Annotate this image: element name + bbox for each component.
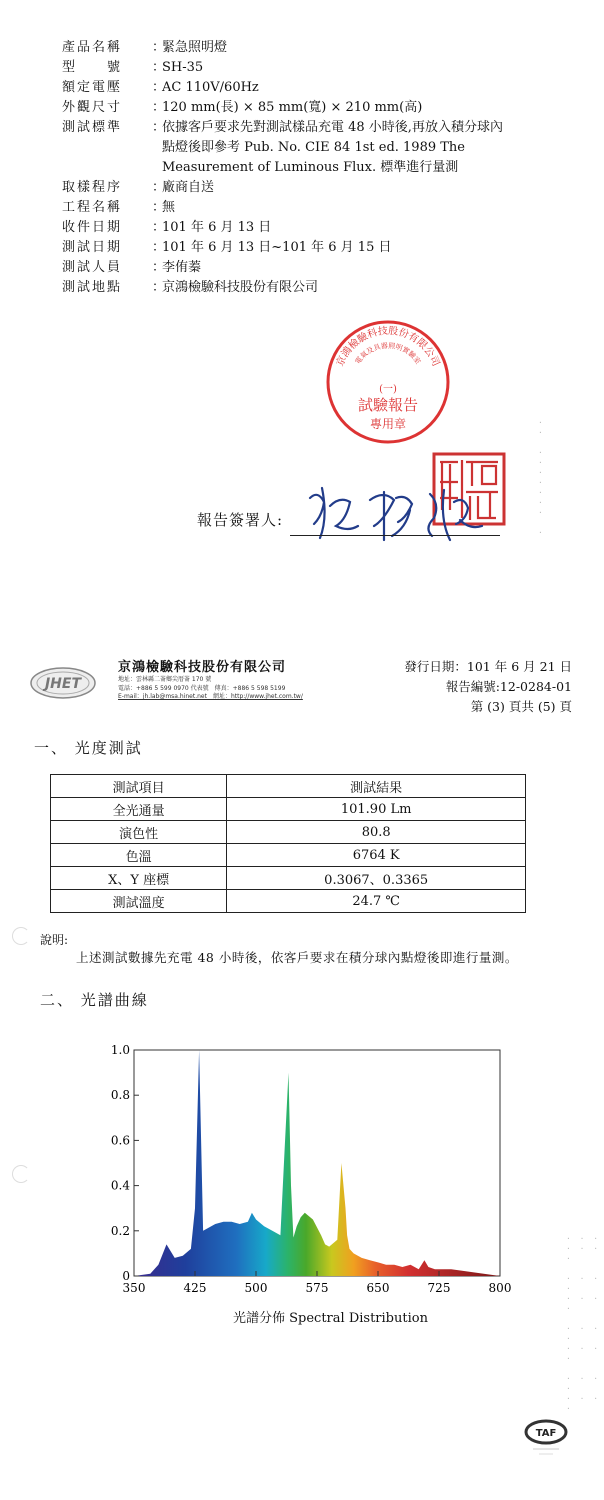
- table-header: 測試結果: [227, 775, 526, 798]
- info-colon: ：: [152, 260, 166, 275]
- results-table: [50, 774, 526, 913]
- issue-date: 發行日期：101 年 6 月 21 日: [404, 659, 572, 674]
- report-meta: [404, 657, 572, 717]
- signature: [300, 480, 490, 550]
- info-row: [62, 198, 582, 218]
- info-row: [62, 258, 582, 278]
- table-row: [51, 844, 526, 867]
- seal-line1: 試驗報告: [357, 396, 419, 414]
- table-cell: 全光通量: [51, 798, 227, 821]
- info-row: [62, 278, 582, 298]
- info-row: [62, 218, 582, 238]
- info-value: AC 110V/60Hz: [162, 80, 259, 95]
- y-tick-label: 0.8: [110, 1088, 130, 1103]
- info-colon: ：: [152, 60, 166, 75]
- info-colon: ：: [152, 40, 166, 55]
- info-row: [62, 78, 582, 98]
- table-header-row: [51, 775, 526, 798]
- info-label: 取樣程序: [62, 180, 123, 195]
- table-row: [51, 890, 526, 913]
- table-row: [51, 821, 526, 844]
- x-tick-label: 500: [244, 1281, 268, 1295]
- info-label: 測試地點: [62, 280, 123, 295]
- info-value: 101 年 6 月 13 日: [162, 220, 272, 235]
- info-label: 工程名稱: [62, 200, 123, 215]
- report-number: 報告編號:12-0284-01: [445, 679, 572, 694]
- scan-dots: · · · · · · · · · ·: [538, 418, 545, 537]
- info-label: 產品名稱: [62, 40, 123, 55]
- x-tick-label: 725: [427, 1281, 451, 1295]
- punch-hole-mark: [12, 1165, 30, 1183]
- table-cell: 24.7 ℃: [227, 890, 526, 913]
- phone-fax: 電話：+886 5 599 0970 代表號 傳真：+886 5 598 5199: [118, 684, 286, 692]
- chart-xlabel: 光譜分佈 Spectral Distribution: [233, 1311, 428, 1326]
- info-colon: ：: [152, 240, 166, 255]
- y-tick-label: 0.2: [110, 1223, 130, 1238]
- section-title-photometric: 一、 光度測試: [34, 739, 143, 757]
- signatory-label: 報告簽署人:: [197, 511, 284, 529]
- info-label: 外觀尺寸: [62, 100, 123, 115]
- table-cell: 101.90 Lm: [227, 798, 526, 821]
- note-text: 上述測試數據先充電 48 小時後，依客戶要求在積分球內點燈後即進行量測。: [76, 950, 518, 965]
- table-cell: X、Y 座標: [51, 867, 227, 890]
- official-seal: [324, 318, 452, 446]
- spectrum-chart: [100, 1038, 520, 1328]
- info-label: 測試人員: [62, 260, 123, 275]
- section-title-spectrum: 二、 光譜曲線: [40, 991, 149, 1009]
- y-tick-label: 1.0: [110, 1043, 130, 1057]
- page-number: 第 (3) 頁共 (5) 頁: [470, 699, 572, 714]
- logo-text: JHET: [44, 676, 82, 692]
- seal-line2: 專用章: [369, 417, 407, 431]
- table-row: [51, 798, 526, 821]
- info-value: 李侑蓁: [162, 260, 202, 275]
- info-colon: ：: [152, 280, 166, 295]
- info-value: 無: [162, 200, 176, 215]
- info-value: 京鴻檢驗科技股份有限公司: [162, 280, 319, 295]
- seal-outer: 京鴻檢驗科技股份有限公司: [334, 325, 442, 369]
- table-row: [51, 867, 526, 890]
- y-tick-label: 0.6: [110, 1133, 130, 1148]
- scan-dots: · · · · · · · · · · · · · · · · · · · · · · · · · · · · · · ·: [566, 1234, 601, 1413]
- table-cell: 測試溫度: [51, 890, 227, 913]
- report-info: [62, 38, 582, 298]
- info-row: [62, 58, 582, 78]
- info-value: 緊急照明燈: [162, 40, 228, 55]
- x-tick-label: 350: [122, 1281, 146, 1295]
- signature-line: [290, 535, 500, 536]
- spectrum-area: [134, 1050, 500, 1276]
- x-tick-label: 425: [183, 1281, 207, 1295]
- company-name: 京鴻檢驗科技股份有限公司: [118, 660, 287, 675]
- info-value: 101 年 6 月 13 日~101 年 6 月 15 日: [162, 240, 392, 255]
- y-tick-label: 0.4: [110, 1178, 130, 1193]
- info-value: 依據客戶要求先對測試樣品充電 48 小時後,再放入積分球內 點燈後即參考 Pub. No. CIE 84 1st ed. 1989 The Measurement of Luminous Flux. 標準進行量測: [162, 120, 503, 175]
- company-contact: [118, 676, 303, 702]
- address: 地址：雲林縣二崙鄉尖厝崙 170 號: [118, 676, 212, 683]
- info-value: 120 mm(長) × 85 mm(寬) × 210 mm(高): [162, 100, 423, 115]
- table-header: 測試項目: [51, 775, 227, 798]
- seal-inner: 電氣及具器照明實驗室: [353, 341, 423, 366]
- table-cell: 80.8: [227, 821, 526, 844]
- taf-text: TAF: [535, 1428, 557, 1439]
- x-tick-label: 650: [366, 1281, 390, 1295]
- y-tick-label: 0: [122, 1269, 130, 1283]
- info-row: [62, 98, 582, 118]
- table-cell: 演色性: [51, 821, 227, 844]
- svg-text:電氣及具器照明實驗室: [353, 341, 423, 366]
- info-label: 額定電壓: [62, 80, 123, 95]
- info-row: [62, 118, 582, 178]
- info-colon: ：: [152, 200, 166, 215]
- table-cell: 6764 K: [227, 844, 526, 867]
- seal-num: (一): [379, 384, 397, 395]
- info-row: [62, 238, 582, 258]
- x-tick-label: 575: [305, 1281, 329, 1295]
- table-cell: 色溫: [51, 844, 227, 867]
- taf-logo: [523, 1418, 569, 1458]
- info-colon: ：: [152, 80, 166, 95]
- info-colon: ：: [152, 180, 166, 195]
- table-cell: 0.3067、0.3365: [227, 867, 526, 890]
- x-tick-label: 800: [488, 1281, 512, 1295]
- info-row: [62, 38, 582, 58]
- info-value: 廠商自送: [162, 180, 215, 195]
- info-colon: ：: [152, 100, 166, 115]
- info-label: 型 號: [62, 60, 123, 75]
- info-label: 收件日期: [62, 220, 123, 235]
- info-label: 測試標準: [62, 120, 123, 135]
- info-label: 測試日期: [62, 240, 123, 255]
- jhet-logo: [29, 665, 97, 701]
- info-row: [62, 178, 582, 198]
- punch-hole-mark: [12, 927, 30, 945]
- email-website: E-mail：jh.lab@msa.hinet.net 網址：http://www.jhet.com.tw/: [118, 693, 303, 700]
- info-colon: ：: [152, 220, 166, 235]
- info-value: SH-35: [162, 60, 204, 75]
- note-label: 說明:: [40, 933, 69, 947]
- info-colon: ：: [152, 120, 166, 135]
